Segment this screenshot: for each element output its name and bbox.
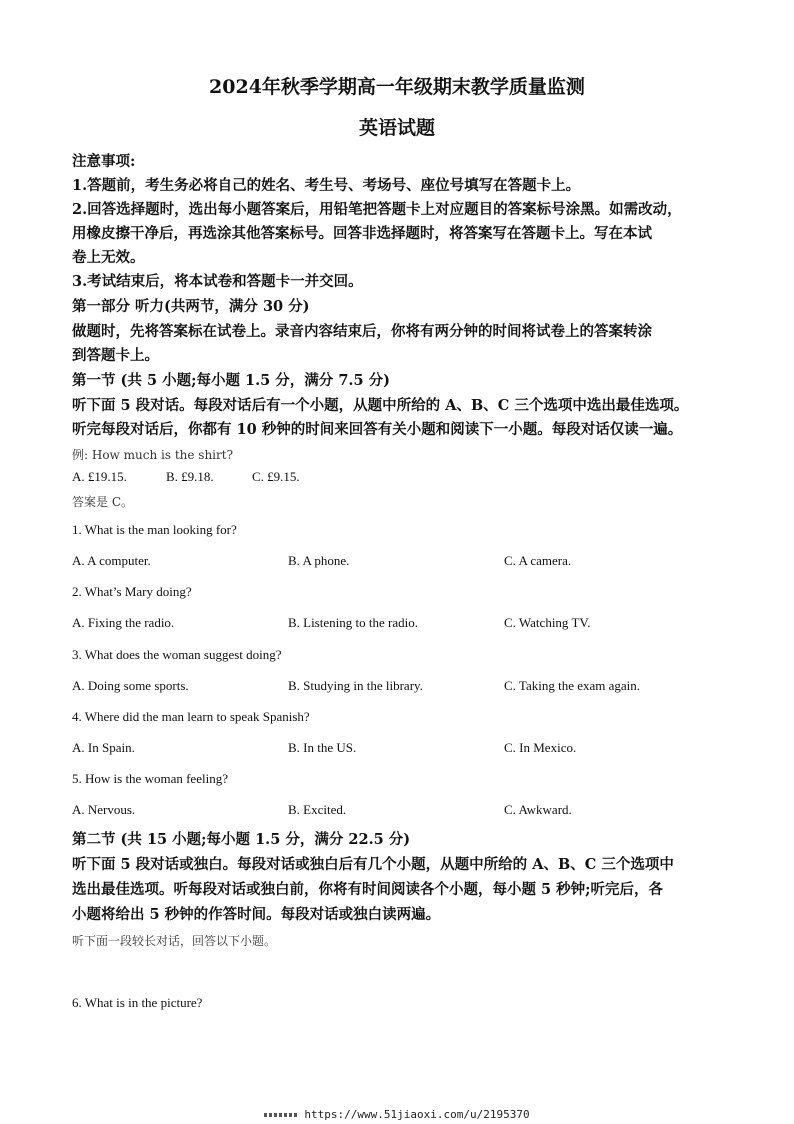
q3-option-b: B. Studying in the library.	[288, 678, 423, 693]
note-2-line-1: 2.回答选择题时，选出每小题答案后，用铅笔把答题卡上对应题目的答案标号涂黑。如需改动，	[72, 201, 682, 218]
example-option-c: C. £9.15.	[252, 469, 300, 484]
section2-desc-line-3: 小题将给出 5 秒钟的作答时间。每段对话或独白读两遍。	[72, 906, 441, 923]
example-question: 例: How much is the shirt?	[72, 448, 233, 462]
example-option-a: A. £19.15.	[72, 469, 127, 484]
footer	[0, 1108, 794, 1121]
example-answer: 答案是 C。	[72, 495, 133, 509]
q3-option-c: C. Taking the exam again.	[504, 678, 641, 693]
question-6: 6. What is in the picture?	[72, 995, 203, 1010]
question-1: 1. What is the man looking for?	[72, 522, 237, 537]
part1-desc-line-2: 到答题卡上。	[72, 347, 159, 364]
part1-desc-line-1: 做题时，先将答案标在试卷上。录音内容结束后，你将有两分钟的时间将试卷上的答案转涂	[72, 323, 652, 340]
q4-option-c: C. In Mexico.	[504, 740, 577, 755]
q5-option-b: B. Excited.	[288, 802, 347, 817]
section2-desc-line-1: 听下面 5 段对话或独白。每段对话或独白后有几个小题，从题中所给的 A、B、C 三个选项中	[72, 856, 674, 873]
section1-desc-line-1: 听下面 5 段对话。每段对话后有一个小题，从题中所给的 A、B、C 三个选项中选出最佳选项。	[72, 397, 689, 414]
q4-option-b: B. In the US.	[288, 740, 357, 755]
watermark-mark	[264, 1113, 298, 1117]
note-3: 3.考试结束后，将本试卷和答题卡一并交回。	[72, 273, 363, 290]
section1-heading: 第一节 (共 5 小题;每小题 1.5 分，满分 7.5 分)	[72, 372, 390, 389]
page-title: 2024年秋季学期高一年级期末教学质量监测	[209, 76, 585, 98]
part1-heading: 第一部分 听力(共两节，满分 30 分)	[72, 298, 310, 315]
q2-option-a: A. Fixing the radio.	[72, 615, 175, 630]
q1-option-c: C. A camera.	[504, 553, 572, 568]
page-subtitle: 英语试题	[358, 117, 435, 139]
footer-url[interactable]: https://www.51jiaoxi.com/u/2195370	[304, 1108, 530, 1121]
q3-option-a: A. Doing some sports.	[72, 678, 189, 693]
notes-heading: 注意事项:	[72, 153, 136, 170]
question-3: 3. What does the woman suggest doing?	[72, 647, 282, 662]
section2-heading: 第二节 (共 15 小题;每小题 1.5 分，满分 22.5 分)	[72, 831, 411, 848]
section2-instruction: 听下面一段较长对话，回答以下小题。	[72, 934, 277, 948]
note-1: 1.答题前，考生务必将自己的姓名、考生号、考场号、座位号填写在答题卡上。	[72, 177, 581, 194]
q2-option-b: B. Listening to the radio.	[288, 615, 418, 630]
question-5: 5. How is the woman feeling?	[72, 771, 228, 786]
note-2-line-3: 卷上无效。	[72, 249, 145, 266]
q2-option-c: C. Watching TV.	[504, 615, 591, 630]
example-option-b: B. £9.18.	[166, 469, 214, 484]
section1-desc-line-2: 听完每段对话后，你都有 10 秒钟的时间来回答有关小题和阅读下一小题。每段对话仅读一遍。	[72, 421, 683, 438]
q1-option-b: B. A phone.	[288, 553, 350, 568]
q5-option-c: C. Awkward.	[504, 802, 572, 817]
question-4: 4. Where did the man learn to speak Spanish?	[72, 709, 310, 724]
question-2: 2. What’s Mary doing?	[72, 584, 192, 599]
q5-option-a: A. Nervous.	[72, 802, 136, 817]
note-2-line-2: 用橡皮擦干净后，再选涂其他答案标号。回答非选择题时，将答案写在答题卡上。写在本试	[72, 225, 652, 242]
q4-option-a: A. In Spain.	[72, 740, 135, 755]
q1-option-a: A. A computer.	[72, 553, 151, 568]
section2-desc-line-2: 选出最佳选项。听每段对话或独白前，你将有时间阅读各个小题，每小题 5 秒钟;听完后，各	[72, 881, 664, 898]
